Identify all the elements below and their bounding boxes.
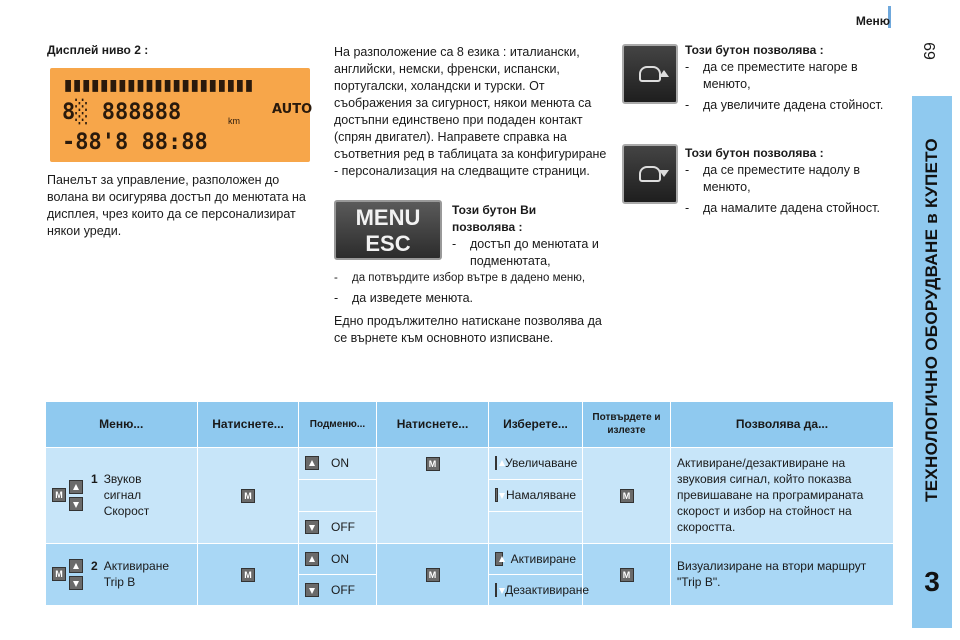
m-key-icon: M <box>52 567 66 581</box>
table-row <box>46 447 894 479</box>
chapter-title-text: ТЕХНОЛОГИЧНО ОБОРУДВАНЕ в КУПЕТО <box>922 138 942 502</box>
table-row <box>46 543 894 574</box>
row2-press-cell <box>198 543 299 605</box>
menu-button-note: Едно продължително натискане позволява да се върнете към основното изписване. <box>334 314 602 345</box>
up-key-icon <box>69 480 83 494</box>
menu-keys-icon <box>52 480 83 511</box>
up-key-icon <box>69 559 83 573</box>
m-key-icon: M <box>620 568 634 582</box>
header-select: Изберете... <box>489 402 583 447</box>
menu-button-bullet: - да потвърдите избор вътре в дадено меню, <box>334 272 586 284</box>
row2-choice-down-cell: Дезактивиране <box>489 574 583 605</box>
row1-number: 1 <box>91 472 98 486</box>
down-button-bullet: - да намалите дадена стойност. <box>685 201 880 215</box>
row1-confirm-cell <box>583 447 671 543</box>
row1-choice-down-cell: Намаляване <box>489 479 583 511</box>
up-button-description <box>685 42 900 114</box>
row1-menu-cell <box>46 447 198 543</box>
up-key-icon <box>495 456 497 470</box>
row2-number: 2 <box>91 559 98 573</box>
menu-keys-icon <box>52 559 83 590</box>
row2-sub-off-cell: OFF <box>299 574 377 605</box>
m-key-icon: M <box>241 568 255 582</box>
up-button-bullet: - да се преместите нагоре в менюто, <box>685 60 858 91</box>
down-button-heading: Този бутон позволява : <box>685 146 824 160</box>
up-key-icon <box>305 552 319 566</box>
lcd-km-unit: km <box>228 116 240 126</box>
row1-sub-empty-cell <box>299 479 377 511</box>
m-key-icon: M <box>426 568 440 582</box>
row1-choice-up-cell: Увеличаване <box>489 447 583 479</box>
configuration-table <box>45 402 894 606</box>
m-key-icon: M <box>52 488 66 502</box>
m-key-icon: M <box>241 489 255 503</box>
row1-choice-empty-cell <box>489 511 583 543</box>
down-button-illustration <box>622 144 678 204</box>
lcd-odometer-row: 8░ 888888 <box>62 100 182 125</box>
header-menu: Меню... <box>46 402 198 447</box>
up-key-icon <box>305 456 319 470</box>
row2-choice-up-cell: Активиране <box>489 543 583 574</box>
menu-button-bullet: - да изведете менюта. <box>334 291 474 305</box>
row1-menu-label: Звуков сигнал Скорост <box>103 472 150 518</box>
down-key-icon <box>69 497 83 511</box>
menu-button-heading: Този бутон Ви позволява : <box>452 203 537 234</box>
lcd-display-illustration <box>50 68 313 162</box>
down-button-description <box>685 145 900 217</box>
row1-sub-on-cell: ON <box>299 447 377 479</box>
row1-press-cell <box>198 447 299 543</box>
down-key-icon <box>305 583 319 597</box>
header-confirm: Потвърдете и излезте <box>583 402 671 447</box>
header-submenu: Подменю... <box>299 402 377 447</box>
menu-button-label: MENU <box>355 205 421 230</box>
up-arrow-icon <box>639 66 661 82</box>
lcd-auto-indicator: AUTO <box>272 102 313 117</box>
lcd-clock-row: -88'8 88:88 <box>62 130 208 155</box>
row2-confirm-cell <box>583 543 671 605</box>
menu-esc-button-illustration <box>334 200 442 260</box>
display-paragraph: Панелът за управление, разположен до волана ви осигурява достъп до менютата на дисплея, чрез които да се персонализират някои уреди. <box>47 173 306 238</box>
down-key-icon <box>495 488 498 502</box>
header-allows: Позволява да... <box>671 402 894 447</box>
page-number: 69 <box>920 42 937 60</box>
row2-sub-on-cell: ON <box>299 543 377 574</box>
header-press: Натиснете... <box>198 402 299 447</box>
up-button-bullet: - да увеличите дадена стойност. <box>685 98 884 112</box>
m-key-icon: M <box>426 457 440 471</box>
up-button-illustration <box>622 44 678 104</box>
row2-menu-cell <box>46 543 198 605</box>
page-header-title: Меню <box>855 14 890 28</box>
down-arrow-icon <box>639 166 661 182</box>
row1-press2-cell <box>377 447 489 543</box>
m-key-icon: M <box>620 489 634 503</box>
down-button-bullet: - да се преместите надолу в менюто, <box>685 163 861 194</box>
up-key-icon <box>495 552 503 566</box>
display-heading: Дисплей ниво 2 : <box>47 43 149 57</box>
intro-paragraph: На разположение са 8 езика : италиански, английски, немски, френски, испански, португалски, холандски и турски. От съображения за сигурност, някои менюта са достъпни единствено при подаден контакт (спрян двигател). Направете справка на съответния ред в таблицата за конфигуриране - персонализация на следващите страници. <box>334 45 607 178</box>
up-button-heading: Този бутон позволява : <box>685 43 824 57</box>
row1-sub-off-cell: OFF <box>299 511 377 543</box>
down-key-icon <box>305 520 319 534</box>
down-key-icon <box>495 583 497 597</box>
table-header-row <box>46 402 894 447</box>
header-press-2: Натиснете... <box>377 402 489 447</box>
row1-result-cell: Активиране/дезактивиране на звуковия сигнал, който показва превишаване на програмираната скорост и избор на стойност на скоростта. <box>671 447 894 543</box>
row2-press2-cell <box>377 543 489 605</box>
row2-menu-label: Активиране Trip B <box>103 559 170 589</box>
lcd-matrix-row: ▮▮▮▮▮▮▮▮▮▮▮▮▮▮▮▮▮▮▮▮▮ <box>62 72 252 96</box>
chapter-number: 3 <box>924 566 940 597</box>
menu-button-bullet: - достъп до менютата и подменютата, <box>452 237 599 268</box>
down-key-icon <box>69 576 83 590</box>
esc-button-label: ESC <box>365 231 411 256</box>
chapter-title <box>912 100 952 540</box>
row2-result-cell: Визуализиране на втори маршрут "Trip B". <box>671 543 894 605</box>
